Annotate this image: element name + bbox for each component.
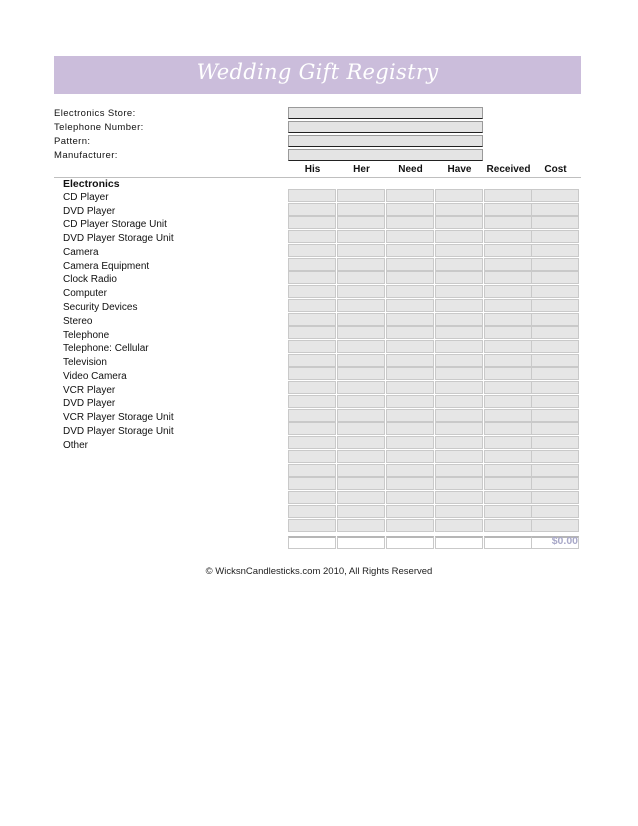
table-cell[interactable] <box>531 340 579 353</box>
table-cell[interactable] <box>288 422 336 435</box>
table-cell[interactable] <box>435 189 483 202</box>
manufacturer-label: Manufacturer: <box>54 150 118 161</box>
table-cell[interactable] <box>531 244 579 257</box>
table-cell[interactable] <box>435 340 483 353</box>
table-cell[interactable] <box>435 326 483 339</box>
table-cell[interactable] <box>386 519 434 532</box>
table-cell[interactable] <box>435 395 483 408</box>
table-cell[interactable] <box>337 367 385 380</box>
table-cell[interactable] <box>337 203 385 216</box>
list-item: DVD Player Storage Unit <box>63 233 174 244</box>
table-cell[interactable] <box>435 271 483 284</box>
table-cell[interactable] <box>386 422 434 435</box>
table-cell[interactable] <box>386 464 434 477</box>
table-cell[interactable] <box>435 354 483 367</box>
column-header-have: Have <box>447 164 472 175</box>
table-cell[interactable] <box>337 285 385 298</box>
table-cell[interactable] <box>288 258 336 271</box>
table-cell[interactable] <box>337 313 385 326</box>
table-cell[interactable] <box>531 285 579 298</box>
table-cell[interactable] <box>484 299 532 312</box>
table-cell[interactable] <box>484 519 532 532</box>
table-divider <box>54 177 581 178</box>
column-header-his: His <box>304 164 321 175</box>
list-item: Other <box>63 440 89 451</box>
table-cell[interactable] <box>386 230 434 243</box>
list-item: Camera Equipment <box>63 261 150 272</box>
total-cell <box>484 536 532 549</box>
table-cell[interactable] <box>531 395 579 408</box>
table-cell[interactable] <box>484 216 532 229</box>
table-cell[interactable] <box>435 409 483 422</box>
table-cell[interactable] <box>337 464 385 477</box>
table-cell[interactable] <box>484 422 532 435</box>
table-cell[interactable] <box>435 216 483 229</box>
table-cell[interactable] <box>435 381 483 394</box>
manufacturer-field[interactable] <box>288 149 483 161</box>
table-cell[interactable] <box>337 436 385 449</box>
column-header-received: Received <box>486 164 531 175</box>
list-item: Camera <box>63 247 99 258</box>
table-cell[interactable] <box>288 313 336 326</box>
electronics-store-label: Electronics Store: <box>54 108 136 119</box>
table-cell[interactable] <box>288 285 336 298</box>
table-cell[interactable] <box>337 409 385 422</box>
table-cell[interactable] <box>288 464 336 477</box>
table-cell[interactable] <box>484 450 532 463</box>
table-cell[interactable] <box>484 354 532 367</box>
table-cell[interactable] <box>531 422 579 435</box>
list-item: CD Player <box>63 192 109 203</box>
pattern-field[interactable] <box>288 135 483 147</box>
table-cell[interactable] <box>484 285 532 298</box>
table-cell[interactable] <box>531 313 579 326</box>
table-cell[interactable] <box>435 505 483 518</box>
table-cell[interactable] <box>484 436 532 449</box>
table-cell[interactable] <box>288 340 336 353</box>
table-cell[interactable] <box>288 367 336 380</box>
table-cell[interactable] <box>531 271 579 284</box>
table-cell[interactable] <box>531 436 579 449</box>
table-cell[interactable] <box>288 436 336 449</box>
table-cell[interactable] <box>484 258 532 271</box>
copyright-footer: © WicksnCandlesticks.com 2010, All Rights Reserved <box>205 566 433 577</box>
table-cell[interactable] <box>337 189 385 202</box>
table-cell[interactable] <box>386 354 434 367</box>
total-cell <box>337 536 385 549</box>
table-cell[interactable] <box>484 477 532 490</box>
table-cell[interactable] <box>531 326 579 339</box>
table-cell[interactable] <box>386 340 434 353</box>
total-cell <box>435 536 483 549</box>
table-cell[interactable] <box>386 477 434 490</box>
table-cell[interactable] <box>337 271 385 284</box>
table-cell[interactable] <box>435 477 483 490</box>
table-cell[interactable] <box>337 244 385 257</box>
list-item: Clock Radio <box>63 274 117 285</box>
table-cell[interactable] <box>337 450 385 463</box>
pattern-label: Pattern: <box>54 136 91 147</box>
table-cell[interactable] <box>386 299 434 312</box>
table-cell[interactable] <box>288 381 336 394</box>
table-cell[interactable] <box>531 367 579 380</box>
table-cell[interactable] <box>531 409 579 422</box>
table-cell[interactable] <box>484 313 532 326</box>
table-cell[interactable] <box>435 464 483 477</box>
table-cell[interactable] <box>337 299 385 312</box>
table-cell[interactable] <box>484 244 532 257</box>
table-cell[interactable] <box>435 422 483 435</box>
table-cell[interactable] <box>337 505 385 518</box>
list-item: DVD Player <box>63 398 116 409</box>
table-cell[interactable] <box>484 340 532 353</box>
list-item: VCR Player Storage Unit <box>63 412 174 423</box>
electronics-store-field[interactable] <box>288 107 483 119</box>
table-cell[interactable] <box>386 285 434 298</box>
table-cell[interactable] <box>435 230 483 243</box>
table-cell[interactable] <box>288 216 336 229</box>
table-cell[interactable] <box>288 203 336 216</box>
table-cell[interactable] <box>484 505 532 518</box>
table-cell[interactable] <box>435 313 483 326</box>
table-cell[interactable] <box>337 216 385 229</box>
table-cell[interactable] <box>337 422 385 435</box>
table-cell[interactable] <box>288 244 336 257</box>
table-cell[interactable] <box>484 491 532 504</box>
table-cell[interactable] <box>484 189 532 202</box>
table-cell[interactable] <box>337 340 385 353</box>
table-cell[interactable] <box>288 409 336 422</box>
table-cell[interactable] <box>484 203 532 216</box>
table-cell[interactable] <box>531 230 579 243</box>
table-cell[interactable] <box>531 450 579 463</box>
table-cell[interactable] <box>288 450 336 463</box>
table-cell[interactable] <box>435 244 483 257</box>
section-title: Electronics <box>63 178 120 190</box>
list-item: Stereo <box>63 316 93 327</box>
table-cell[interactable] <box>288 299 336 312</box>
list-item: DVD Player <box>63 206 116 217</box>
list-item: CD Player Storage Unit <box>63 219 167 230</box>
table-cell[interactable] <box>531 216 579 229</box>
table-cell[interactable] <box>531 354 579 367</box>
table-cell[interactable] <box>531 381 579 394</box>
table-cell[interactable] <box>288 354 336 367</box>
table-cell[interactable] <box>337 230 385 243</box>
table-cell[interactable] <box>386 450 434 463</box>
table-cell[interactable] <box>386 367 434 380</box>
column-header-cost: Cost <box>544 164 567 175</box>
list-item: Telephone <box>63 330 110 341</box>
table-cell[interactable] <box>288 395 336 408</box>
table-cell[interactable] <box>435 285 483 298</box>
table-cell[interactable] <box>288 491 336 504</box>
table-cell[interactable] <box>386 326 434 339</box>
table-cell[interactable] <box>484 464 532 477</box>
table-cell[interactable] <box>386 491 434 504</box>
table-cell[interactable] <box>435 258 483 271</box>
list-item: Video Camera <box>63 371 127 382</box>
column-header-need: Need <box>398 164 423 175</box>
table-cell[interactable] <box>484 230 532 243</box>
list-item: VCR Player <box>63 385 116 396</box>
table-cell[interactable] <box>288 189 336 202</box>
table-cell[interactable] <box>337 519 385 532</box>
table-cell[interactable] <box>288 230 336 243</box>
table-cell[interactable] <box>531 505 579 518</box>
table-cell[interactable] <box>386 313 434 326</box>
total-cell <box>386 536 434 549</box>
list-item: DVD Player Storage Unit <box>63 426 174 437</box>
list-item: Computer <box>63 288 107 299</box>
table-cell[interactable] <box>386 203 434 216</box>
table-cell[interactable] <box>531 299 579 312</box>
table-cell[interactable] <box>435 367 483 380</box>
cost-total: $0.00 <box>551 535 578 547</box>
column-header-her: Her <box>353 164 370 175</box>
table-cell[interactable] <box>288 519 336 532</box>
table-cell[interactable] <box>337 491 385 504</box>
table-cell[interactable] <box>386 271 434 284</box>
table-cell[interactable] <box>386 409 434 422</box>
table-cell[interactable] <box>435 436 483 449</box>
list-item: Telephone: Cellular <box>63 343 149 354</box>
table-cell[interactable] <box>386 381 434 394</box>
list-item: Television <box>63 357 107 368</box>
table-cell[interactable] <box>288 271 336 284</box>
telephone-number-label: Telephone Number: <box>54 122 144 133</box>
table-cell[interactable] <box>484 395 532 408</box>
table-cell[interactable] <box>435 203 483 216</box>
table-cell[interactable] <box>484 271 532 284</box>
table-cell[interactable] <box>435 450 483 463</box>
table-cell[interactable] <box>531 491 579 504</box>
table-cell[interactable] <box>337 258 385 271</box>
total-cell <box>288 536 336 549</box>
table-cell[interactable] <box>484 367 532 380</box>
table-cell[interactable] <box>386 244 434 257</box>
table-cell[interactable] <box>337 326 385 339</box>
table-cell[interactable] <box>531 203 579 216</box>
table-cell[interactable] <box>435 299 483 312</box>
table-cell[interactable] <box>386 505 434 518</box>
table-cell[interactable] <box>484 326 532 339</box>
telephone-number-field[interactable] <box>288 121 483 133</box>
table-cell[interactable] <box>288 477 336 490</box>
page-title: Wedding Gift Registry <box>196 60 439 84</box>
table-cell[interactable] <box>337 477 385 490</box>
table-cell[interactable] <box>484 381 532 394</box>
table-cell[interactable] <box>288 326 336 339</box>
table-cell[interactable] <box>531 519 579 532</box>
table-cell[interactable] <box>386 436 434 449</box>
table-cell[interactable] <box>337 381 385 394</box>
table-cell[interactable] <box>531 477 579 490</box>
table-cell[interactable] <box>531 258 579 271</box>
table-cell[interactable] <box>531 189 579 202</box>
table-cell[interactable] <box>288 505 336 518</box>
table-cell[interactable] <box>337 354 385 367</box>
table-cell[interactable] <box>386 216 434 229</box>
table-cell[interactable] <box>435 491 483 504</box>
table-cell[interactable] <box>435 519 483 532</box>
table-cell[interactable] <box>386 395 434 408</box>
table-cell[interactable] <box>531 464 579 477</box>
table-cell[interactable] <box>484 409 532 422</box>
table-cell[interactable] <box>337 395 385 408</box>
table-cell[interactable] <box>386 189 434 202</box>
table-cell[interactable] <box>386 258 434 271</box>
title-banner <box>54 56 581 94</box>
list-item: Security Devices <box>63 302 138 313</box>
